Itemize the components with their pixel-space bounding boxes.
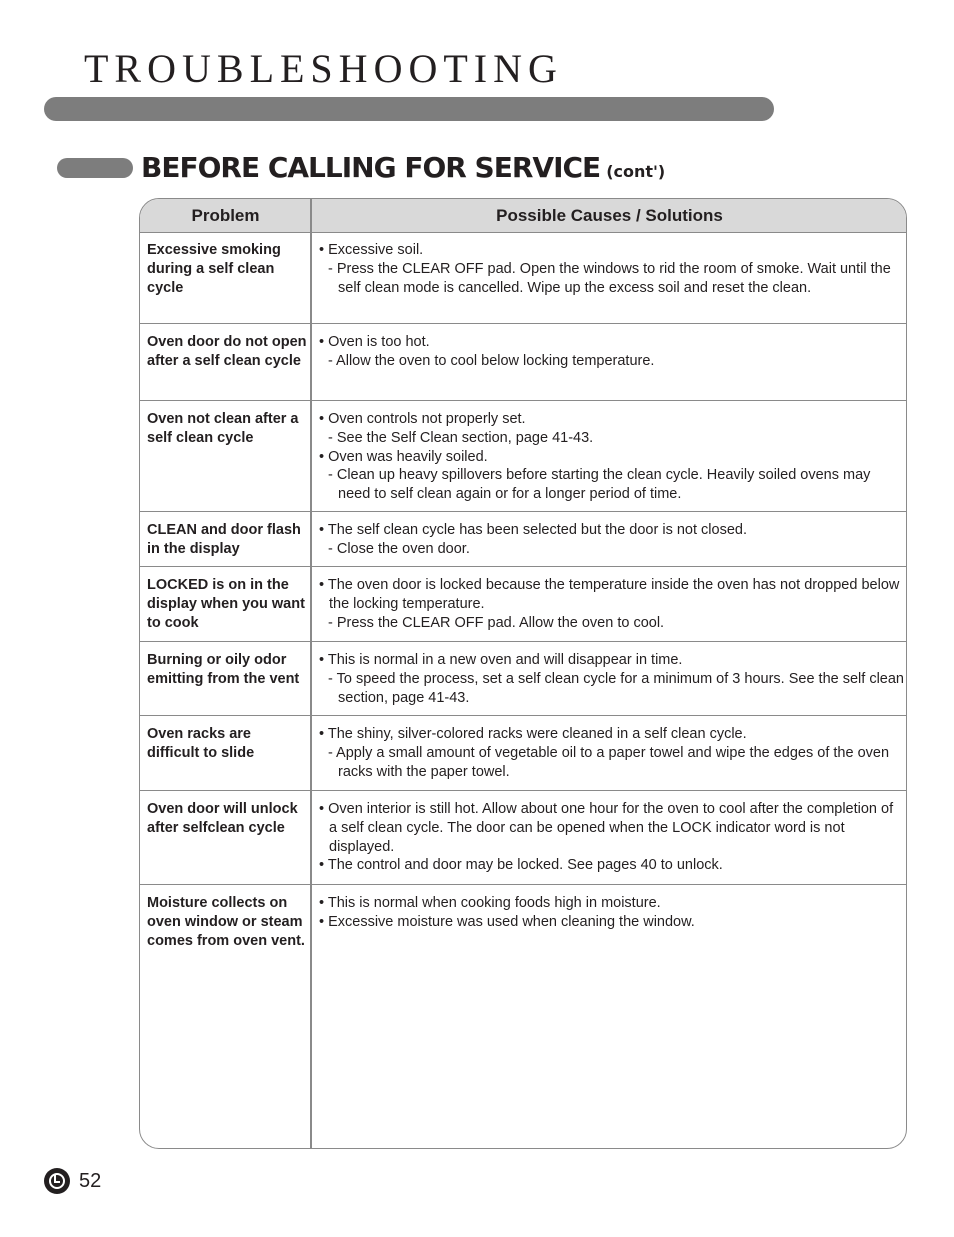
column-header-solutions: Possible Causes / Solutions <box>496 206 723 225</box>
problem-text: Burning or oily odor emitting from the vent <box>147 652 300 687</box>
problem-text: Excessive smoking during a self clean cycle <box>147 242 281 296</box>
table-row <box>140 324 906 401</box>
column-divider <box>310 199 312 1148</box>
cause-bullet: • Excessive moisture was used when cleaning the window. <box>319 913 695 930</box>
cause-bullet: • Oven interior is still hot. Allow about one hour for the oven to cool after the completion of a self clean cycle. The door can be opened when the LOCK indicator word is not displayed. <box>319 801 894 855</box>
cause-bullet: • The shiny, silver-colored racks were cleaned in a self clean cycle. <box>319 726 747 742</box>
problem-text: Oven not clean after a self clean cycle <box>147 411 299 446</box>
lg-logo-icon <box>44 1168 70 1194</box>
problem-text: Oven racks are difficult to slide <box>147 726 255 761</box>
solution-text <box>319 410 904 504</box>
solution-text <box>319 241 904 297</box>
solution-step: - To speed the process, set a self clean cycle for a minimum of 3 hours. See the self clean section, page 41-43. <box>328 670 904 706</box>
solution-text <box>319 521 904 559</box>
solution-step: - Allow the oven to cool below locking temperature. <box>328 352 655 369</box>
solution-text <box>319 333 904 371</box>
cause-bullet: • The self clean cycle has been selected but the door is not closed. <box>319 522 747 538</box>
table-row <box>140 642 906 716</box>
cause-bullet: • This is normal when cooking foods high in moisture. <box>319 895 661 911</box>
solution-step: - See the Self Clean section, page 41-43. <box>328 429 594 446</box>
solution-step: - Apply a small amount of vegetable oil to a paper towel and wipe the edges of the oven racks with the paper towel. <box>328 744 890 780</box>
title-bar <box>44 97 774 121</box>
cause-bullet: • Excessive soil. <box>319 242 424 258</box>
solution-text <box>319 651 904 707</box>
table-row <box>140 716 906 791</box>
section-heading-suffix: (cont') <box>606 162 666 181</box>
solution-text <box>319 725 904 781</box>
cause-bullet: • The oven door is locked because the temperature inside the oven has not dropped below the locking temperature. <box>319 577 900 612</box>
solution-step: - Press the CLEAR OFF pad. Open the windows to rid the room of smoke. Wait until the self clean mode is cancelled. Wipe up the excess soil and reset the clean. <box>328 260 891 296</box>
problem-text: Oven door will unlock after selfclean cycle <box>147 801 298 836</box>
table-row <box>140 885 906 1149</box>
table-row <box>140 567 906 642</box>
troubleshooting-table <box>139 198 907 1149</box>
problem-text: LOCKED is on in the display when you want to cook <box>147 577 305 631</box>
solution-text <box>319 894 904 932</box>
table-header <box>140 199 906 233</box>
solution-text <box>319 800 904 875</box>
solution-step: - Press the CLEAR OFF pad. Allow the oven to cool. <box>328 614 665 631</box>
cause-bullet: • The control and door may be locked. See pages 40 to unlock. <box>319 857 723 874</box>
section-marker <box>57 158 133 178</box>
cause-bullet: • Oven was heavily soiled. <box>319 448 488 465</box>
section-heading <box>141 150 665 190</box>
cause-bullet: • This is normal in a new oven and will disappear in time. <box>319 652 683 668</box>
cause-bullet: • Oven is too hot. <box>319 334 430 350</box>
problem-text: Moisture collects on oven window or steam comes from oven vent. <box>147 895 305 949</box>
column-header-problem: Problem <box>191 206 260 225</box>
page-title: TROUBLESHOOTING <box>84 46 563 91</box>
table-row <box>140 232 906 324</box>
table-row <box>140 512 906 567</box>
table-row <box>140 791 906 885</box>
solution-text <box>319 576 904 632</box>
section-heading-text: BEFORE CALLING FOR SERVICE <box>141 151 601 184</box>
problem-text: CLEAN and door flash in the display <box>147 522 301 557</box>
cause-bullet: • Oven controls not properly set. <box>319 411 526 427</box>
solution-step: - Clean up heavy spillovers before starting the clean cycle. Heavily soiled ovens may need to self clean again or for a longer period of time. <box>328 467 871 503</box>
problem-text: Oven door do not open after a self clean cycle <box>147 334 307 369</box>
table-row <box>140 401 906 512</box>
page-number: 52 <box>79 1170 102 1192</box>
solution-step: - Close the oven door. <box>328 540 470 557</box>
